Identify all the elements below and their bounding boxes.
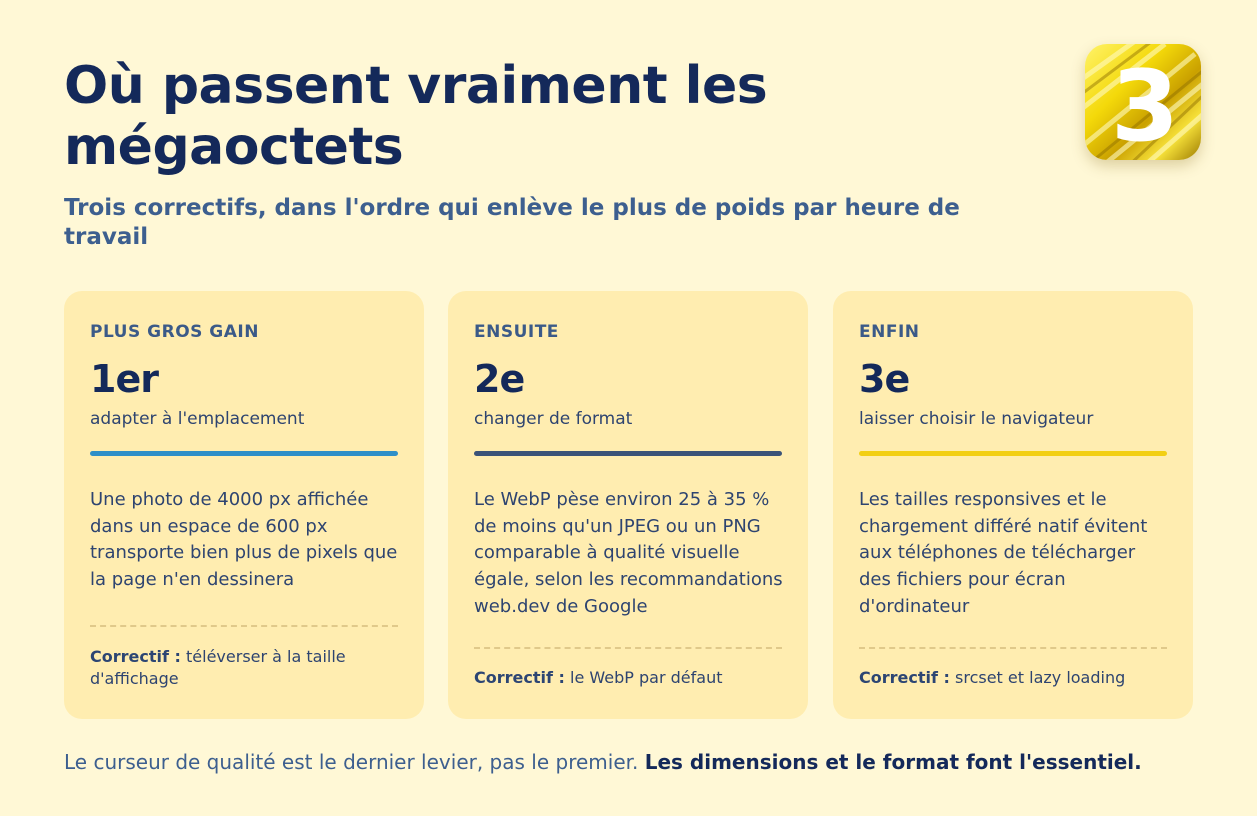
card-description: Les tailles responsives et le chargement différé natif évitent aux téléphones de télécharger des fichiers pour écran d'ordinateur (859, 489, 1148, 617)
footer-note (64, 749, 1184, 776)
card-fix (859, 667, 1171, 689)
card-label: adapter à l'emplacement (90, 409, 305, 429)
card-fix-label: Correctif : (474, 668, 565, 687)
card-fix (474, 667, 786, 689)
fix-card-3 (833, 291, 1193, 719)
fix-card-1 (64, 291, 424, 719)
card-fix-text: srcset et lazy loading (955, 668, 1126, 687)
card-eyebrow: ENSUITE (474, 322, 559, 342)
logo-text: 3 (1110, 50, 1180, 160)
card-accent-bar (474, 451, 782, 456)
fix-card-2 (448, 291, 808, 719)
card-accent-bar (859, 451, 1167, 456)
card-fix-label: Correctif : (859, 668, 950, 687)
page-title: Où passent vraiment les mégaoctets (64, 56, 768, 177)
card-description: Le WebP pèse environ 25 à 35 % de moins qu'un JPEG ou un PNG comparable à qualité visuelle égale, selon les recommandations web.dev de Google (474, 489, 783, 617)
footer-text: Le curseur de qualité est le dernier levier, pas le premier. (64, 750, 639, 774)
page-subtitle: Trois correctifs, dans l'ordre qui enlève le plus de poids par heure de travail (64, 195, 960, 250)
card-rank: 1er (90, 357, 158, 401)
card-fix-text: le WebP par défaut (570, 668, 723, 687)
card-description: Une photo de 4000 px affichée dans un espace de 600 px transporte bien plus de pixels que la page n'en dessinera (90, 489, 398, 591)
card-fix (90, 646, 402, 690)
card-divider (474, 647, 782, 649)
card-eyebrow: ENFIN (859, 322, 920, 342)
card-divider (90, 625, 398, 627)
card-label: laisser choisir le navigateur (859, 409, 1094, 429)
card-divider (859, 647, 1167, 649)
footer-emphasis: Les dimensions et le format font l'essentiel. (644, 750, 1142, 774)
card-rank: 3e (859, 357, 910, 401)
card-label: changer de format (474, 409, 633, 429)
yellow-three-logo-icon (1085, 44, 1201, 160)
card-fix-label: Correctif : (90, 647, 181, 666)
card-fix-text: téléverser à la taille d'affichage (90, 647, 346, 688)
card-eyebrow: PLUS GROS GAIN (90, 322, 259, 342)
card-accent-bar (90, 451, 398, 456)
card-rank: 2e (474, 357, 525, 401)
